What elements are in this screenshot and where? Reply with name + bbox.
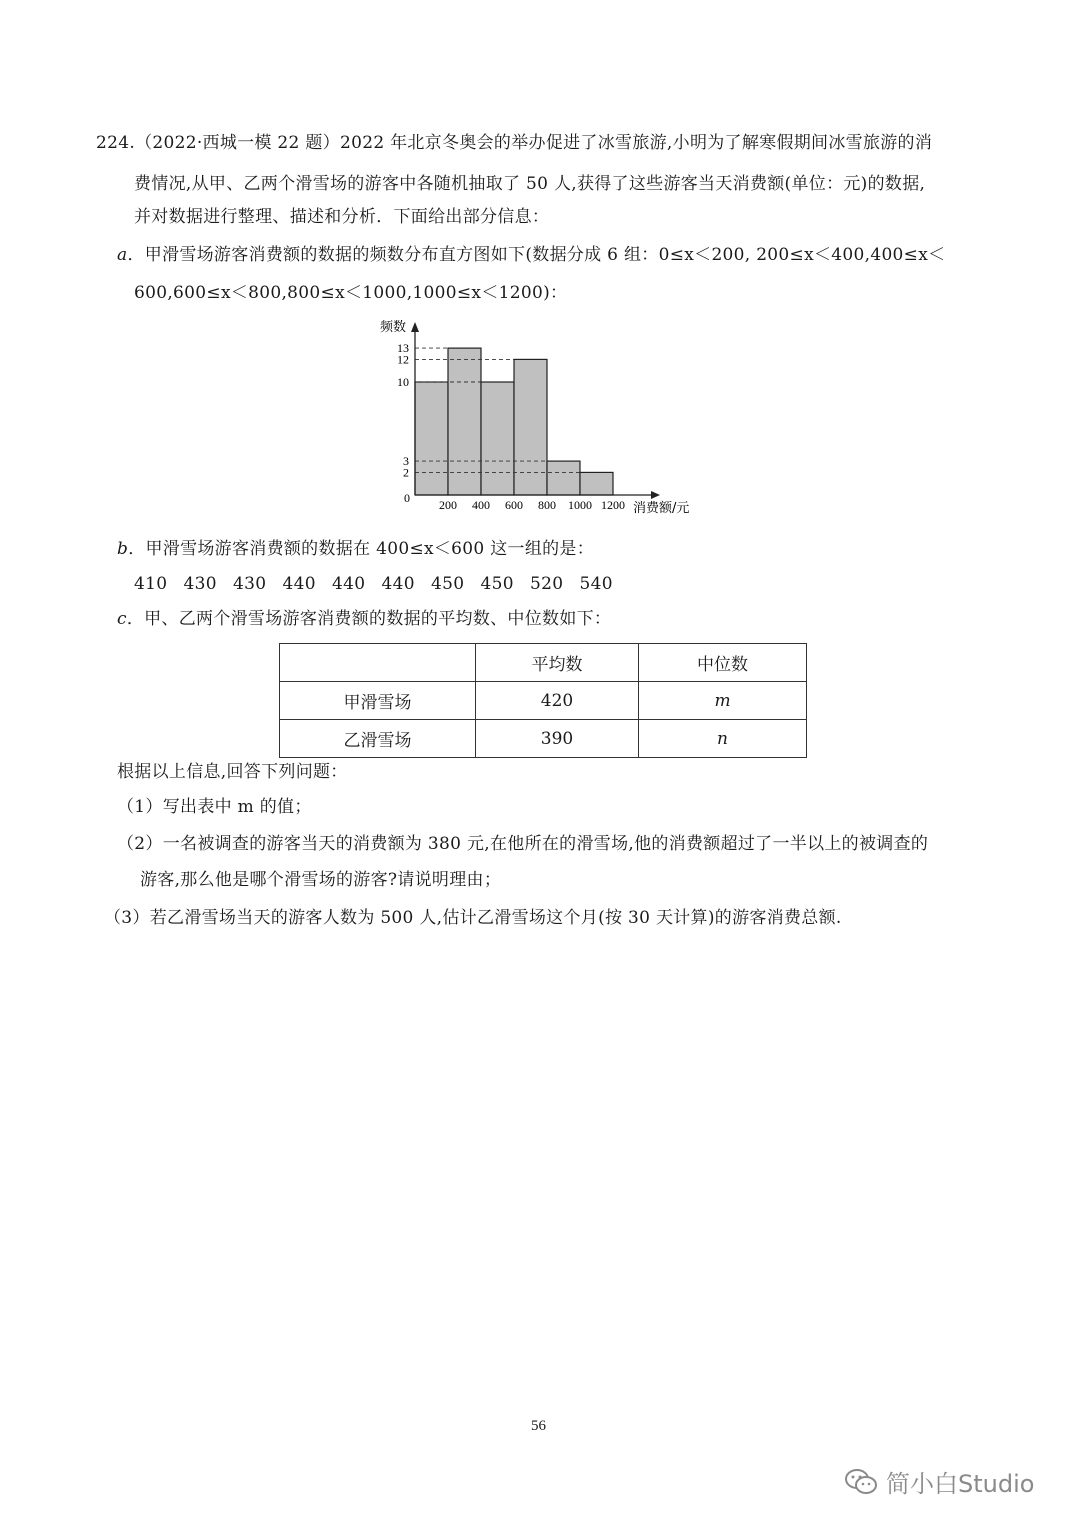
value-item: 410 — [134, 574, 168, 594]
part-a-line-2: 600,600≤x＜800,800≤x＜1000,1000≤x＜1200)： — [134, 283, 568, 303]
table-header-row — [280, 644, 807, 682]
watermark-text: 简小白Studio — [886, 1470, 1035, 1498]
histogram-bars — [415, 348, 613, 495]
histogram-bar — [448, 348, 481, 495]
value-item: 540 — [579, 574, 613, 594]
value-item: 440 — [332, 574, 366, 594]
part-b-line — [117, 537, 594, 561]
histogram-bar — [580, 472, 613, 495]
histogram-bar — [481, 382, 514, 495]
table-row — [280, 682, 807, 720]
part-c-text: ．甲、乙两个滑雪场游客消费额的数据的平均数、中位数如下： — [126, 609, 612, 629]
histogram-bar — [415, 382, 448, 495]
x-tick-labels — [439, 498, 625, 512]
value-item: 430 — [233, 574, 267, 594]
watermark — [844, 1464, 1034, 1499]
x-tick-label: 1000 — [568, 498, 592, 512]
value-item: 450 — [431, 574, 465, 594]
question-3: （3）若乙滑雪场当天的游客人数为 500 人,估计乙滑雪场这个月(按 30 天计算)的游客消费总额. — [104, 908, 842, 928]
problem-number: 224. — [96, 133, 136, 153]
part-a-text-1: ．甲滑雪场游客消费额的数据的频数分布直方图如下(数据分成 6 组：0≤x＜200, 200≤x＜400,400≤x＜ — [127, 245, 946, 265]
x-axis-arrow — [651, 491, 660, 499]
question-2-line-1: （2）一名被调查的游客当天的消费额为 380 元,在他所在的滑雪场,他的消费额超过了一半以上的被调查的 — [117, 834, 929, 854]
y-axis-label: 频数 — [380, 320, 407, 335]
table-header-cell — [280, 644, 476, 682]
x-tick-label: 600 — [505, 498, 523, 512]
x-tick-label: 800 — [538, 498, 556, 512]
y-tick-label: 2 — [403, 465, 409, 480]
x-tick-label: 200 — [439, 498, 457, 512]
problem-text-1: （2022·西城一模 22 题）2022 年北京冬奥会的举办促进了冰雪旅游,小明为了解寒假期间冰雪旅游的消 — [135, 133, 933, 153]
x-axis-label: 消费额/元 — [633, 501, 690, 516]
value-item: 440 — [381, 574, 415, 594]
y-tick-label: 13 — [397, 341, 409, 356]
table-cell-name: 甲滑雪场 — [280, 682, 476, 720]
part-c-label: c — [117, 609, 127, 629]
y-tick-label: 10 — [397, 375, 409, 389]
value-item: 440 — [282, 574, 316, 594]
x-tick-label: 1200 — [601, 498, 625, 512]
histogram-bar — [514, 359, 547, 495]
part-b-values — [134, 572, 629, 596]
part-a-line-1 — [117, 243, 945, 267]
x-tick-label: 400 — [472, 498, 490, 512]
page-number: 56 — [531, 1418, 546, 1434]
histogram-bar — [547, 461, 580, 495]
y-tick-label: 12 — [397, 352, 409, 367]
histogram-chart — [360, 312, 720, 522]
table-cell-mean: 390 — [476, 720, 639, 758]
table-cell-median: m — [639, 682, 807, 720]
value-item: 450 — [480, 574, 514, 594]
table-cell-mean: 420 — [476, 682, 639, 720]
problem-line-2: 费情况,从甲、乙两个滑雪场的游客中各随机抽取了 50 人,获得了这些游客当天消费额(单位：元)的数据, — [134, 174, 926, 194]
y-tick-labels — [397, 341, 409, 479]
table-header-cell: 平均数 — [476, 644, 639, 682]
table-row — [280, 720, 807, 758]
part-b-label: b — [117, 539, 129, 559]
problem-line-1 — [96, 131, 932, 155]
questions-intro: 根据以上信息,回答下列问题： — [117, 762, 348, 782]
problem-line-3: 并对数据进行整理、描述和分析．下面给出部分信息： — [134, 207, 550, 227]
part-b-text: ．甲滑雪场游客消费额的数据在 400≤x＜600 这一组的是： — [128, 539, 595, 559]
question-1: （1）写出表中 m 的值； — [117, 797, 312, 817]
value-item: 520 — [530, 574, 564, 594]
y-axis-arrow — [411, 322, 419, 332]
table-cell-median: n — [639, 720, 807, 758]
origin-label: 0 — [404, 491, 410, 505]
part-a-label: a — [117, 245, 128, 265]
stats-table — [279, 643, 807, 758]
table-header-cell: 中位数 — [639, 644, 807, 682]
table-cell-name: 乙滑雪场 — [280, 720, 476, 758]
value-item: 430 — [183, 574, 217, 594]
part-c-line — [117, 607, 611, 631]
wechat-icon — [844, 1467, 878, 1497]
question-2-line-2: 游客,那么他是哪个滑雪场的游客?请说明理由； — [140, 870, 502, 890]
y-tick-label: 3 — [403, 454, 409, 469]
